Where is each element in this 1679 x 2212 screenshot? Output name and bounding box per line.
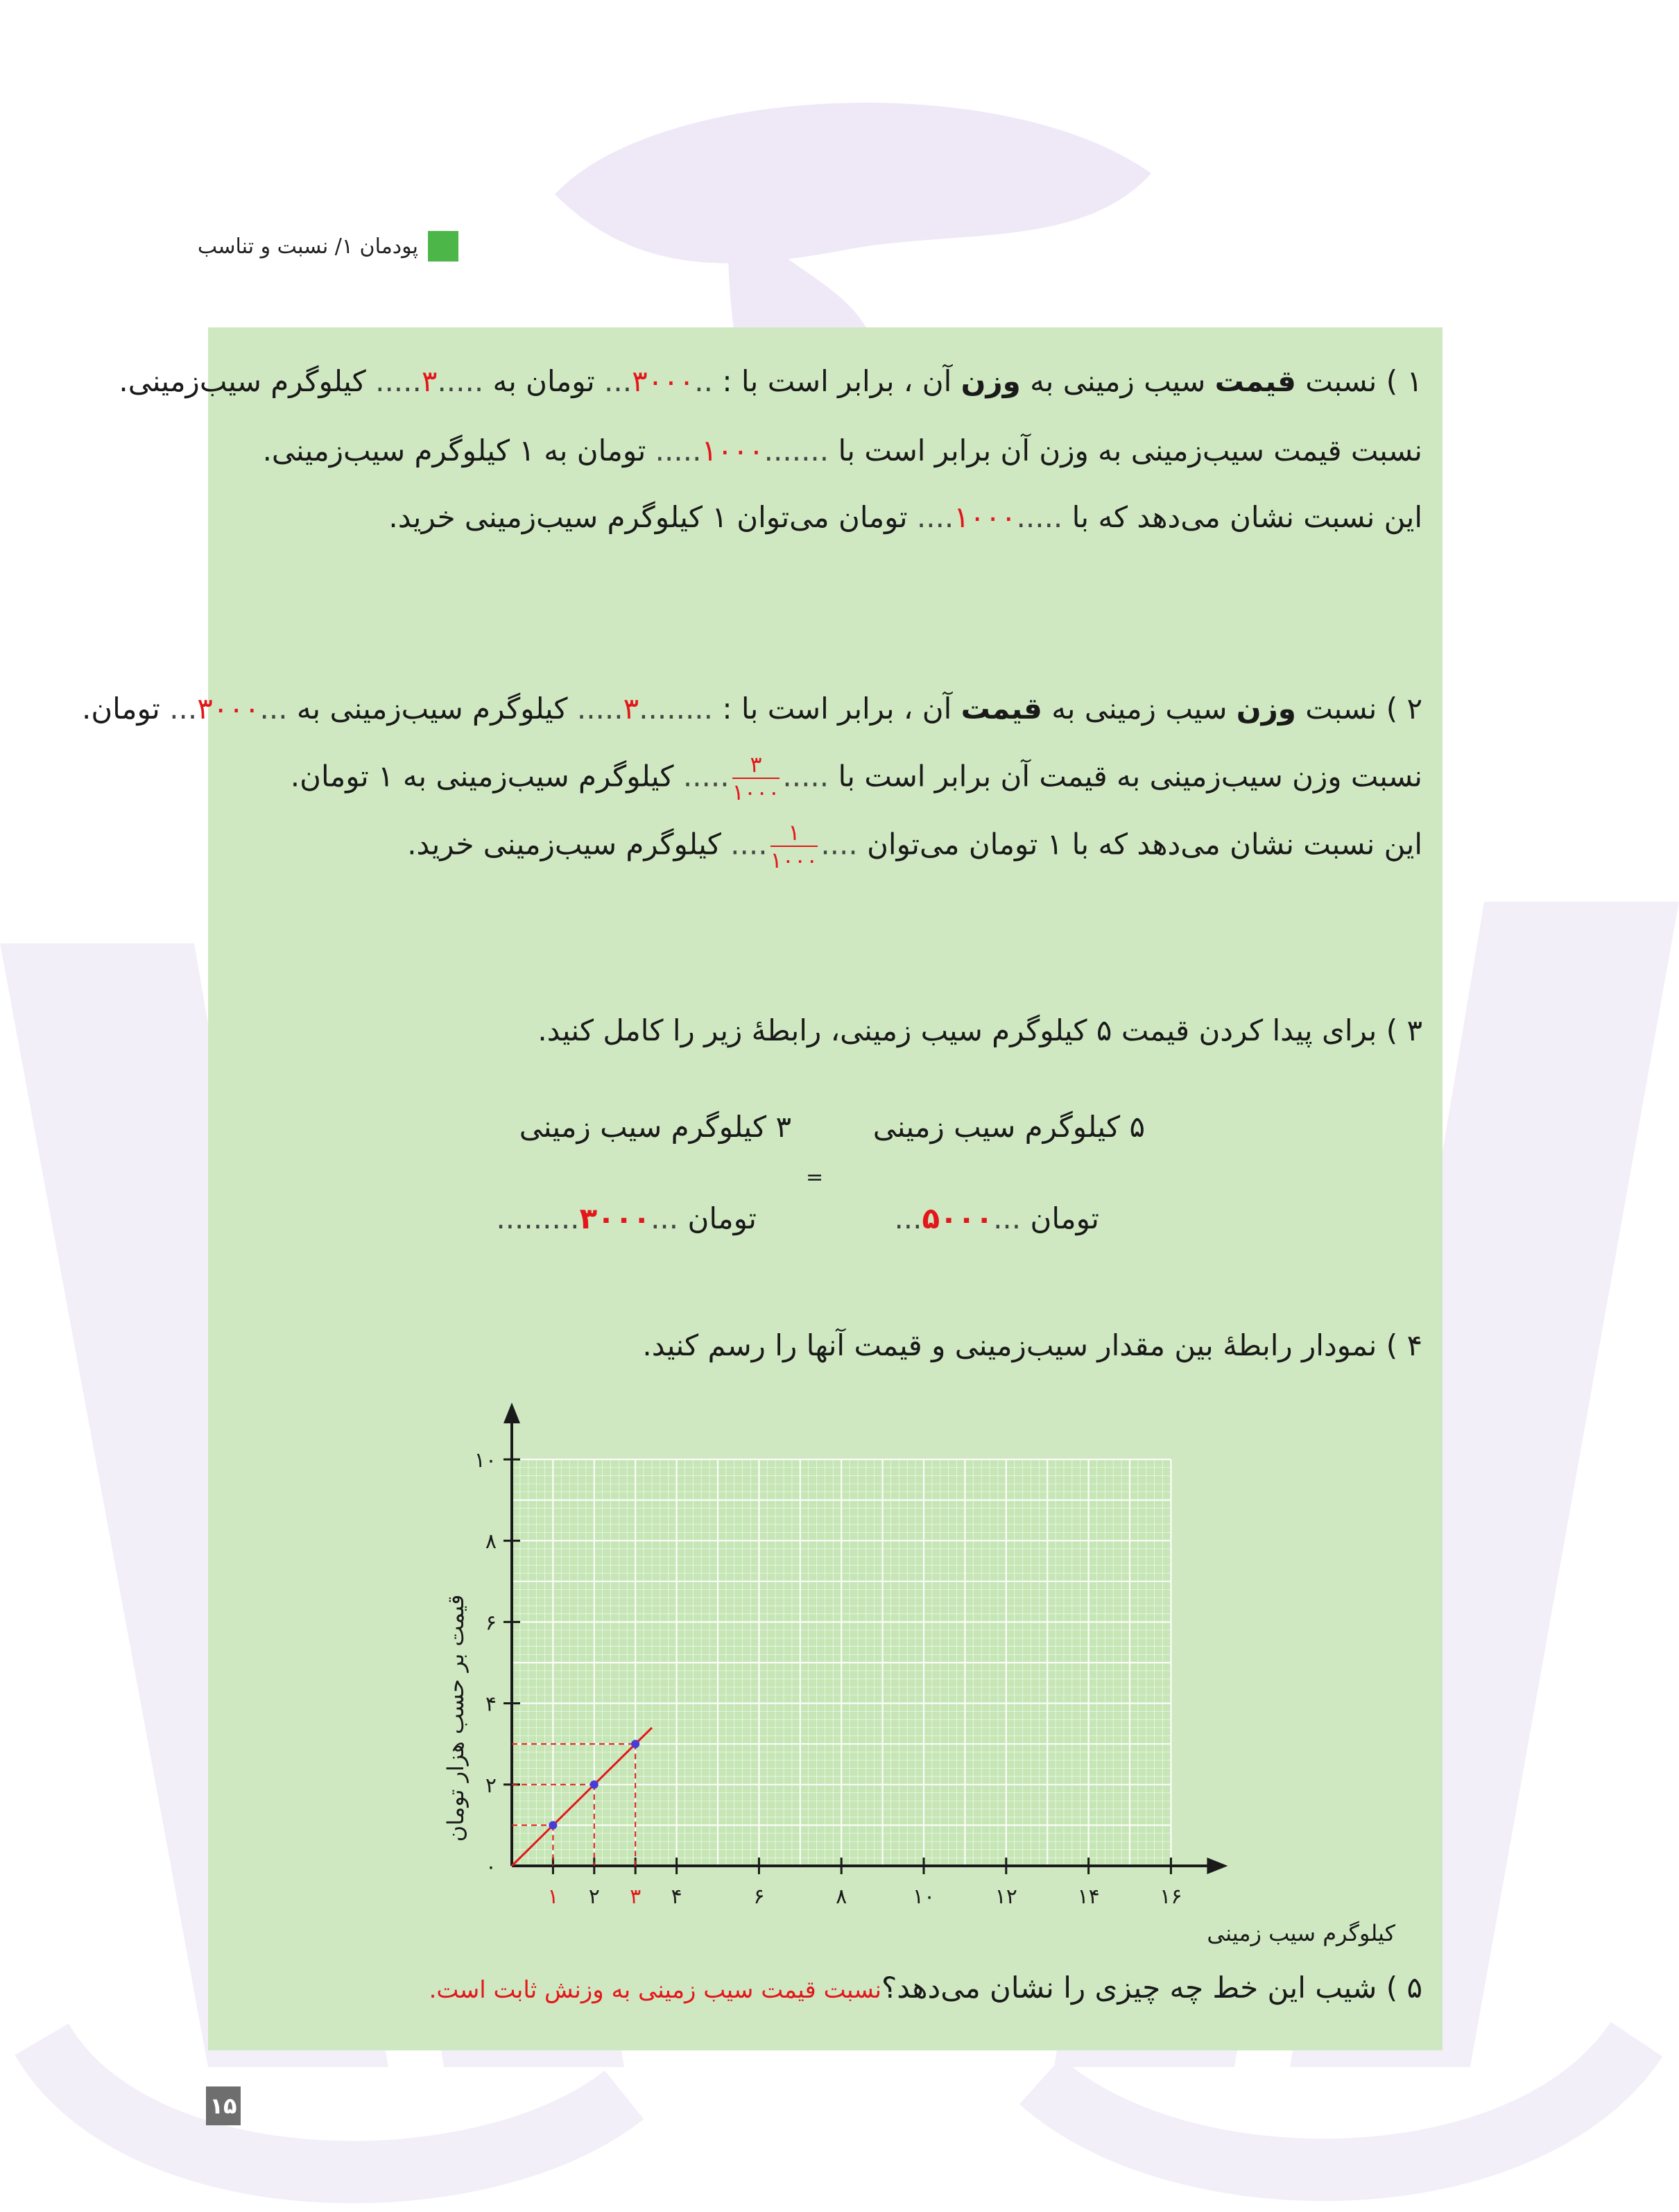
data-point: [549, 1821, 557, 1829]
x-axis-arrow: [1207, 1858, 1228, 1874]
proportion-left-bottom: تومان ...۵۰۰۰...: [894, 1201, 1099, 1235]
fraction-answer[interactable]: $\frac{۱}{۱۰۰۰}$: [770, 819, 818, 873]
x-axis-label: کیلوگرم سیب زمینی: [1207, 1920, 1395, 1946]
x-tick-label: ۱۰: [912, 1885, 936, 1909]
proportion-left-top: ۵ کیلوگرم سیب زمینی: [872, 1110, 1145, 1144]
header-title: پودمان ۱/ نسبت و تناسب: [197, 234, 418, 259]
x-tick-label: ۱: [547, 1885, 559, 1909]
s5-question: ۵ ) شیب این خط چه چیزی را نشان می‌دهد؟نسبت قیمت سیب زمینی به وزنش ثابت است.: [429, 1971, 1422, 2005]
proportion-right-bottom: تومان ...۳۰۰۰.........: [496, 1201, 757, 1235]
y-tick-label: ۶: [485, 1611, 497, 1636]
answer-blank[interactable]: ۳: [623, 692, 639, 726]
s2-line3: این نسبت نشان می‌دهد که با ۱ تومان می‌توان .... $\frac{۱}{۱۰۰۰}$ .... کیلوگرم سیب‌زمینی خرید.: [407, 819, 1422, 873]
y-tick-label: ۸: [485, 1529, 497, 1554]
page-number: ۱۵: [206, 2086, 241, 2125]
answer-blank[interactable]: ۱۰۰۰: [954, 500, 1017, 534]
equals-sign: =: [806, 1165, 824, 1190]
data-point: [590, 1781, 599, 1789]
s3-question: ۳ ) برای پیدا کردن قیمت ۵ کیلوگرم سیب زمینی، رابطهٔ زیر را کامل کنید.: [537, 1013, 1422, 1047]
answer-blank[interactable]: ۳۰۰۰: [632, 364, 695, 398]
s1-line2: نسبت قیمت سیب‌زمینی به وزن آن برابر است با .......۱۰۰۰..... تومان به ۱ کیلوگرم سیب‌زمینی.: [262, 434, 1422, 468]
x-tick-label: ۱۶: [1160, 1885, 1182, 1909]
y-axis-label: قیمت بر حسب هزار تومان: [442, 1594, 469, 1842]
proportion-right-top: ۳ کیلوگرم سیب زمینی: [519, 1110, 791, 1144]
answer-blank[interactable]: ۳۰۰۰: [197, 692, 260, 726]
y-tick-label: ۰: [485, 1855, 497, 1879]
s2-line1: ۲ ) نسبت وزن سیب زمینی به قیمت آن ، برابر است با : ........۳..... کیلوگرم سیب‌زمینی به ...۳۰۰۰... تومان.: [81, 692, 1422, 726]
s4-question: ۴ ) نمودار رابطهٔ بین مقدار سیب‌زمینی و قیمت آنها را رسم کنید.: [642, 1328, 1422, 1362]
s1-line1: ۱ ) نسبت قیمت سیب زمینی به وزن آن ، برابر است با : ..۳۰۰۰... تومان به .....۳..... کیلوگرم سیب‌زمینی.: [119, 364, 1422, 398]
y-tick-label: ۲: [485, 1773, 497, 1798]
answer-blank[interactable]: ۱۰۰۰: [701, 434, 764, 468]
s1-line3: این نسبت نشان می‌دهد که با .....۱۰۰۰.... تومان می‌توان ۱ کیلوگرم سیب‌زمینی خرید.: [388, 500, 1422, 534]
x-tick-label: ۲: [588, 1885, 600, 1909]
fraction-answer[interactable]: $\frac{۳}{۱۰۰۰}$: [732, 751, 780, 805]
s2-line2: نسبت وزن سیب‌زمینی به قیمت آن برابر است با ..... $\frac{۳}{۱۰۰۰}$ ..... کیلوگرم سیب‌زمینی به ۱ تومان.: [290, 751, 1422, 805]
answer-blank[interactable]: ۳: [421, 364, 438, 398]
data-point: [631, 1740, 639, 1748]
x-tick-label: ۴: [671, 1885, 682, 1909]
y-axis-arrow: [503, 1403, 520, 1423]
answer-blank[interactable]: ۵۰۰۰: [922, 1201, 994, 1235]
x-tick-label: ۱۲: [995, 1885, 1017, 1909]
answer-text[interactable]: نسبت قیمت سیب زمینی به وزنش ثابت است.: [429, 1976, 882, 2004]
x-tick-label: ۶: [753, 1885, 765, 1909]
x-tick-label: ۱۴: [1077, 1885, 1100, 1909]
y-tick-label: ۴: [485, 1692, 497, 1717]
x-tick-label: ۳: [630, 1885, 642, 1909]
x-tick-label: ۸: [836, 1885, 847, 1909]
y-tick-label: ۱۰: [474, 1448, 497, 1473]
answer-blank[interactable]: ۳۰۰۰: [579, 1201, 651, 1235]
